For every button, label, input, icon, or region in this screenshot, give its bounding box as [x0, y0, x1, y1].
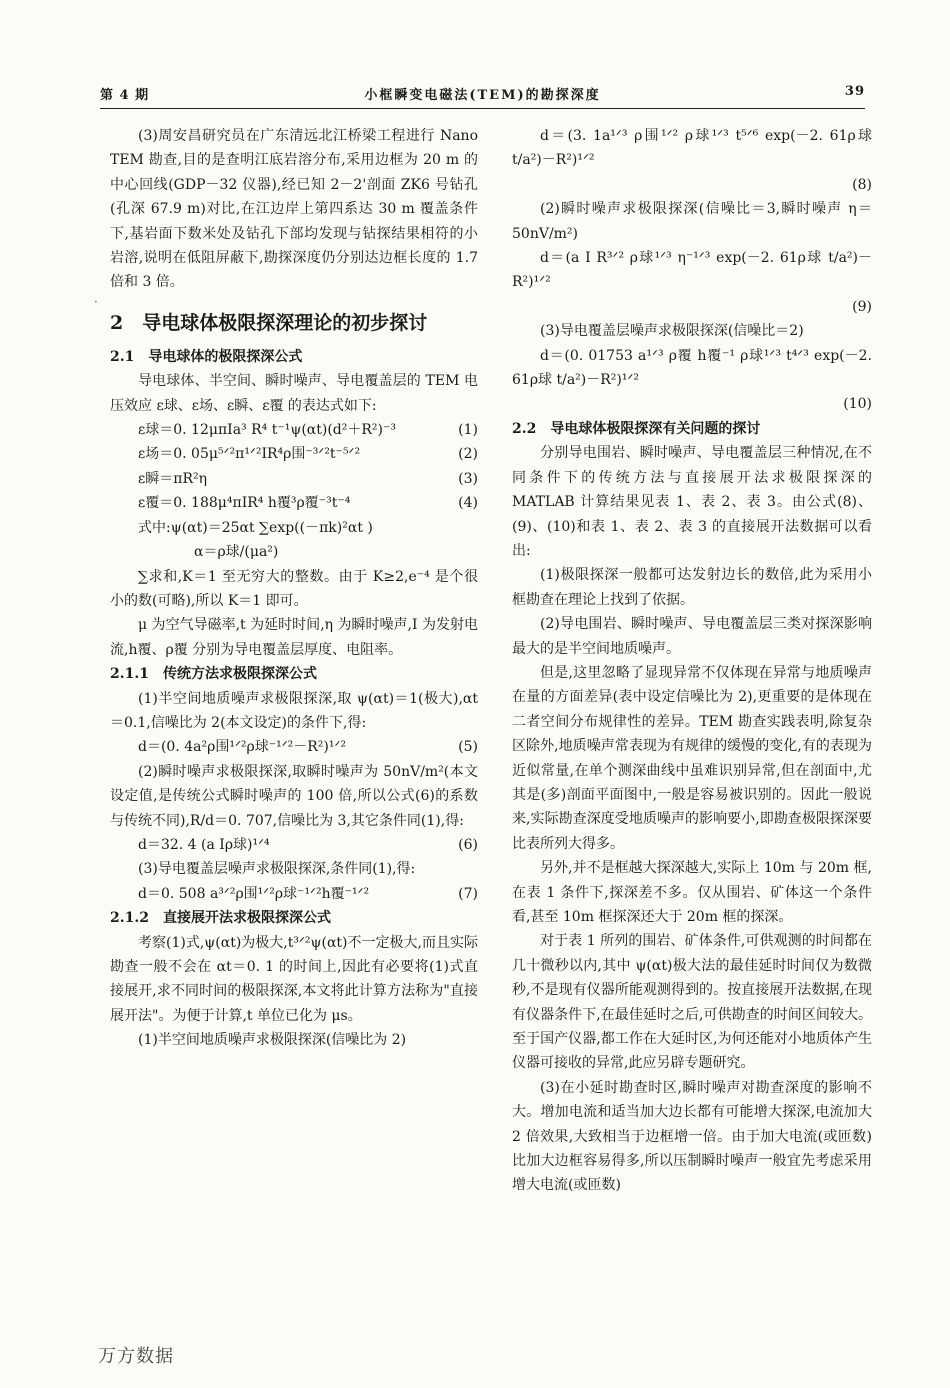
equation-number: (7)	[458, 885, 478, 902]
paragraph: 但是,这里忽略了显现异常不仅体现在异常与地质噪声在量的方面差异(表中设定信噪比为 2),更重要的是体现在二者空间分布规律性的差异。TEM 勘查实践表明,除复杂区除外,地质噪声常表现为有规律的缓慢的变化,有的表现为近似常量,在单个测深曲线中虽难识别异常,但在剖面中,尤其是(多)剖面平面图中,一般是容易被识别的。因此一般说来,实际勘查深度受地质噪声的影响要小,即勘查极限探深要比表所列大得多。	[512, 664, 872, 852]
paragraph: (3)导电覆盖层噪声求极限探深,条件同(1),得:	[138, 861, 416, 878]
paragraph: (2)导电围岩、瞬时噪声、导电覆盖层三类对探深影响最大的是半空间地质噪声。	[512, 616, 872, 657]
issue-number: 第 4 期	[100, 88, 150, 103]
paragraph: (1)半空间地质噪声求极限探深,取 ψ(αt)＝1(极大),αt＝0.1,信噪比为 2(本文设定)的条件下,得:	[110, 690, 478, 731]
equation-number: (2)	[458, 446, 478, 463]
equation-formula: ε覆＝0. 188μ⁴πIR⁴ h覆³ρ覆⁻³t⁻⁴	[138, 495, 351, 512]
paragraph: ∑求和,K＝1 至无穷大的整数。由于 K≥2,e⁻⁴ 是个很小的数(可略),所以 K＝1 即可。	[110, 568, 478, 609]
running-header	[100, 84, 865, 106]
paragraph: d＝(3. 1a¹ᐟ³ ρ围¹ᐟ² ρ球¹ᐟ³ t⁵ᐟ⁶ exp(－2. 61ρ球 t/a²)－R²)¹ᐟ²	[512, 128, 872, 169]
equation-formula: d＝(0. 4a²ρ围¹ᐟ²ρ球⁻¹ᐟ²－R²)¹ᐟ²	[138, 739, 347, 756]
equation-number: (6)	[458, 836, 478, 853]
equation	[110, 735, 478, 759]
subsection-heading: 2.2 导电球体极限探深有关问题的探讨	[512, 420, 761, 437]
equation-formula: d＝0. 508 a³ᐟ²ρ围¹ᐟ²ρ球⁻¹ᐟ²h覆⁻¹ᐟ²	[138, 885, 370, 902]
equation-formula: ε球＝0. 12μπIa³ R⁴ t⁻¹ψ(αt)(d²＋R²)⁻³	[138, 422, 396, 439]
equation	[110, 882, 478, 906]
equation-number: (1)	[458, 422, 478, 439]
paragraph: d＝(a I R³ᐟ² ρ球¹ᐟ³ η⁻¹ᐟ³ exp(－2. 61ρ球 t/a²)－R²)¹ᐟ²	[512, 250, 872, 291]
paragraph: 对于表 1 所列的围岩、矿体条件,可供观测的时间都在几十微秒以内,其中 ψ(αt)极大法的最佳延时时间仅为数微秒,不是现有仪器所能观测得到的。按直接展开法数据,在现有仪器条件下,在最佳延时之后,可供勘查的时间区间较大。至于国产仪器,都工作在大延时区,为何还能对小地质体产生仪器可接收的异常,此应另辟专题研究。	[512, 933, 872, 1072]
right-column	[512, 124, 872, 1198]
equation-number: (3)	[458, 470, 478, 487]
margin-mark: ·	[94, 295, 98, 309]
paragraph: (2)瞬时噪声求极限探深(信噪比＝3,瞬时噪声 η＝50nV/m²)	[512, 201, 872, 242]
section-heading: 2 导电球体极限探深理论的初步探讨	[110, 311, 428, 334]
header-rule	[100, 108, 865, 109]
equation	[110, 418, 478, 442]
equation	[110, 442, 478, 466]
equation	[110, 467, 478, 491]
subsection-heading: 2.1 导电球体的极限探深公式	[110, 348, 303, 365]
equation	[110, 491, 478, 515]
paragraph: (3)在小延时勘查时区,瞬时噪声对勘查深度的影响不大。增加电流和适当加大边长都有可能增大探深,电流加大 2 倍效果,大致相当于边框增一倍。由于加大电流(或匝数)比加大边框容易得多,所以压制瞬时噪声一般宜先考虑采用增大电流(或匝数)	[512, 1079, 872, 1194]
equation-formula: d＝32. 4 (a Iρ球)¹ᐟ⁴	[138, 836, 270, 853]
page-number: 39	[844, 84, 865, 99]
equation-number: (10)	[843, 396, 872, 413]
equation-formula: ε场＝0. 05μ⁵ᐟ²π¹ᐟ²IR⁴ρ围⁻³ᐟ²t⁻⁵ᐟ²	[138, 446, 361, 463]
formula-line: α＝ρ球/(μa²)	[194, 544, 279, 561]
equation-number: (4)	[458, 495, 478, 512]
paragraph: (1)半空间地质噪声求极限探深(信噪比为 2)	[138, 1032, 407, 1049]
paragraph: (3)导电覆盖层噪声求极限探深(信噪比＝2)	[540, 323, 804, 340]
paragraph: 式中:ψ(αt)＝25αt ∑exp((－πk)²αt )	[138, 519, 373, 536]
equation-number: (8)	[852, 176, 872, 193]
equation-formula: ε瞬＝πR²η	[138, 470, 207, 487]
equation-number: (5)	[458, 739, 478, 756]
paragraph: 考察(1)式,ψ(αt)为极大,t³ᐟ²ψ(αt)不一定极大,而且实际勘查一般不会在 αt＝0. 1 的时间上,因此有必要将(1)式直接展开,求不同时间的极限探深,本文将此计算方法称为"直接展开法"。为便于计算,t 单位已化为 μs。	[110, 934, 478, 1024]
paragraph: μ 为空气导磁率,t 为延时时间,η 为瞬时噪声,I 为发射电流,h覆、ρ覆 分别为导电覆盖层厚度、电阻率。	[110, 617, 478, 658]
running-title: 小框瞬变电磁法(TEM)的勘探深度	[364, 88, 601, 103]
paragraph: d＝(0. 01753 a¹ᐟ³ ρ覆 h覆⁻¹ ρ球¹ᐟ³ t⁴ᐟ³ exp(－2. 61ρ球 t/a²)－R²)¹ᐟ²	[512, 347, 872, 389]
paragraph: (1)极限探深一般都可达发射边长的数倍,此为采用小框勘查在理论上找到了依据。	[512, 567, 872, 608]
footer-watermark: 万方数据	[98, 1346, 174, 1367]
left-column	[110, 124, 478, 1053]
paragraph: 导电球体、半空间、瞬时噪声、导电覆盖层的 TEM 电压效应 ε球、ε场、ε瞬、ε覆 的表达式如下:	[110, 373, 478, 414]
paragraph: (2)瞬时噪声求极限探深,取瞬时噪声为 50nV/m²(本文设定值,是传统公式瞬时噪声的 100 倍,所以公式(6)的系数与传统不同),R/d＝0. 707,信噪比为 3,其它条件同(1),得:	[110, 763, 478, 829]
subsection-heading: 2.1.2 直接展开法求极限探深公式	[110, 910, 331, 927]
paragraph: 分别导电围岩、瞬时噪声、导电覆盖层三种情况,在不同条件下的传统方法与直接展开法求极限探深的 MATLAB 计算结果见表 1、表 2、表 3。由公式(8)、(9)、(10)和表 1、表 2、表 3 的直接展开法数据可以看出:	[512, 445, 872, 559]
equation-number: (9)	[852, 298, 872, 315]
paragraph: (3)周安昌研究员在广东清远北江桥梁工程进行 Nano TEM 勘查,目的是查明江底岩溶分布,采用边框为 20 m 的中心回线(GDP－32 仪器),经已知 2－2'剖面 ZK6 号钻孔(孔深 67.9 m)对比,在江边岸上第四系达 30 m 覆盖条件下,基岩面下数米处及钻孔下部均发现与钻探结果相符的小岩溶,说明在低阻屏蔽下,勘探深度仍分别达边框长度的 1.7 倍和 3 倍。	[110, 128, 478, 291]
paragraph: 另外,并不是框越大探深越大,实际上 10m 与 20m 框,在表 1 条件下,探深差不多。仅从围岩、矿体这一个条件看,甚至 10m 框探深还大于 20m 框的探深。	[512, 860, 872, 925]
subsection-heading: 2.1.1 传统方法求极限探深公式	[110, 666, 317, 683]
equation	[110, 833, 478, 857]
